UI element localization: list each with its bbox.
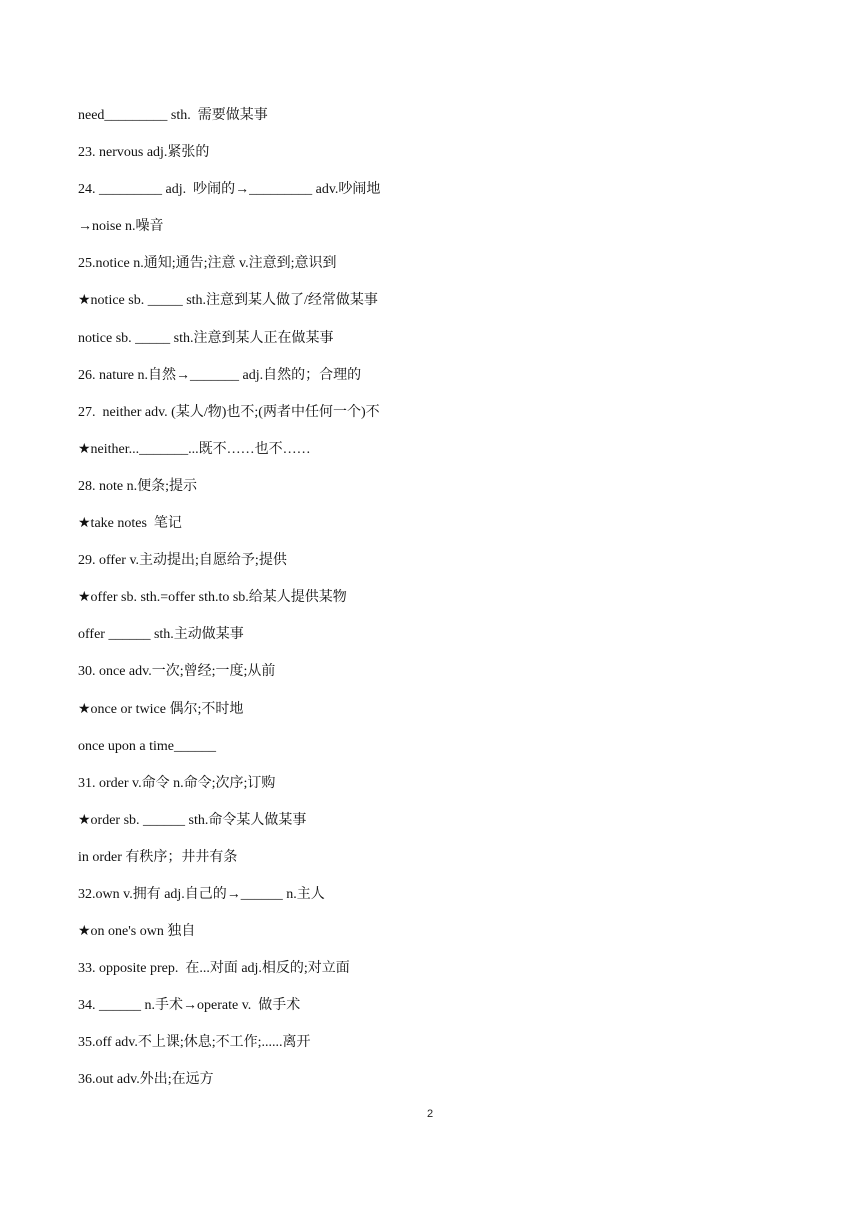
vocab-line: ★offer sb. sth.=offer sth.to sb.给某人提供某物 bbox=[78, 590, 347, 606]
vocab-line: →noise n.噪音 bbox=[78, 219, 164, 235]
vocab-line: need_________ sth. 需要做某事 bbox=[78, 108, 268, 123]
vocab-line: notice sb. _____ sth.注意到某人正在做某事 bbox=[78, 330, 334, 346]
vocab-line: ★take notes 笔记 bbox=[78, 516, 182, 532]
vocabulary-list bbox=[78, 104, 798, 1106]
vocab-line: ★on one's own 独自 bbox=[78, 924, 196, 940]
vocab-line: 31. order v.命令 n.命令;次序;订购 bbox=[78, 775, 276, 791]
vocab-line: 27. neither adv. (某人/物)也不;(两者中任何一个)不 bbox=[78, 404, 380, 420]
vocab-line: 24. _________ adj. 吵闹的→_________ adv.吵闹地 bbox=[78, 182, 381, 198]
vocab-line: 23. nervous adj.紧张的 bbox=[78, 145, 210, 161]
vocab-line: 28. note n.便条;提示 bbox=[78, 478, 197, 494]
vocab-line: 26. nature n.自然→_______ adj.自然的；合理的 bbox=[78, 367, 362, 383]
vocab-line: 33. opposite prep. 在...对面 adj.相反的;对立面 bbox=[78, 961, 350, 977]
vocab-line: 25.notice n.通知;通告;注意 v.注意到;意识到 bbox=[78, 256, 337, 272]
vocab-line: 34. ______ n.手术→operate v. 做手术 bbox=[78, 998, 301, 1014]
vocab-line: 29. offer v.主动提出;自愿给予;提供 bbox=[78, 553, 287, 569]
vocab-line: offer ______ sth.主动做某事 bbox=[78, 627, 244, 643]
vocab-line: ★notice sb. _____ sth.注意到某人做了/经常做某事 bbox=[78, 293, 378, 309]
vocab-line: ★neither..._______...既不……也不…… bbox=[78, 441, 311, 457]
vocab-line: 30. once adv.一次;曾经;一度;从前 bbox=[78, 664, 276, 680]
vocab-line: 32.own v.拥有 adj.自己的→______ n.主人 bbox=[78, 886, 325, 902]
page-number: 2 bbox=[426, 1108, 434, 1120]
vocab-line: once upon a time______ bbox=[78, 738, 217, 754]
vocab-line: ★once or twice 偶尔;不时地 bbox=[78, 701, 244, 717]
vocab-line: 36.out adv.外出;在远方 bbox=[78, 1072, 214, 1088]
vocab-line: 35.off adv.不上课;休息;不工作;......离开 bbox=[78, 1035, 311, 1051]
vocab-line: in order 有秩序；井井有条 bbox=[78, 849, 238, 865]
vocab-line: ★order sb. ______ sth.命令某人做某事 bbox=[78, 812, 307, 828]
